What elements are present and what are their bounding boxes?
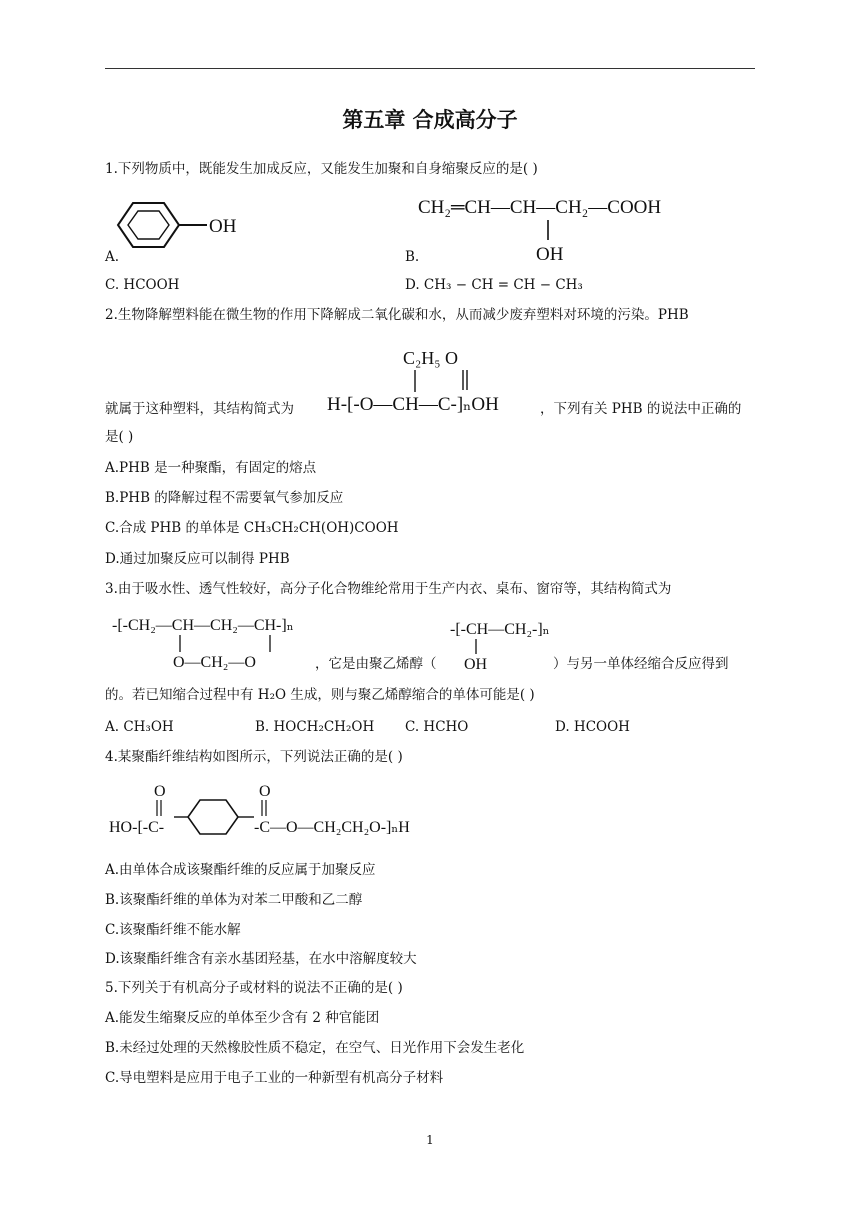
q2-stem: 2.生物降解塑料能在微生物的作用下降解成二氧化碳和水，从而减少废弃塑料对环境的污染。PHB — [105, 307, 689, 323]
svg-text:OH: OH — [209, 216, 237, 237]
q1-phenol-structure — [115, 195, 255, 255]
q2-stem-line2a: 就属于这种塑料，其结构简式为 — [105, 401, 294, 417]
q3-pva-structure — [448, 616, 558, 671]
q2-phb-structure — [323, 342, 538, 422]
page-number: 1 — [426, 1133, 434, 1147]
q1-option-c: C. HCOOH — [105, 277, 180, 293]
svg-text:OH: OH — [536, 244, 564, 265]
q4-option-d: D.该聚酯纤维含有亲水基团羟基，在水中溶解度较大 — [105, 951, 417, 967]
q3-option-b: B. HOCH₂CH₂OH — [255, 719, 375, 735]
page-title: 第五章 合成高分子 — [342, 108, 518, 132]
q5-option-b: B.未经过处理的天然橡胶性质不稳定，在空气、日光作用下会发生老化 — [105, 1040, 525, 1056]
q2-option-a: A.PHB 是一种聚酯，有固定的熔点 — [105, 460, 317, 476]
q1-option-b: B. — [405, 249, 420, 265]
svg-text:O: O — [259, 783, 271, 800]
q3-vinylon-structure — [110, 610, 315, 672]
q4-option-b: B.该聚酯纤维的单体为对苯二甲酸和乙二醇 — [105, 892, 363, 908]
svg-text:O: O — [154, 783, 166, 800]
q4-stem: 4.某聚酯纤维结构如图所示，下列说法正确的是( ) — [105, 749, 403, 765]
q2-option-d: D.通过加聚反应可以制得 PHB — [105, 551, 290, 567]
header-rule — [105, 68, 755, 69]
q1-option-b-structure — [415, 190, 725, 265]
q3-stem-line3: 的。若已知缩合过程中有 H₂O 生成，则与聚乙烯醇缩合的单体可能是( ) — [105, 687, 535, 703]
svg-text:O—CH₂—O: O—CH₂—O — [173, 654, 256, 671]
svg-text:CH₂═CH—CH—CH₂—COOH: CH₂═CH—CH—CH₂—COOH — [418, 197, 662, 218]
q4-polyester-structure — [108, 780, 438, 842]
svg-text:HO-[-C-: HO-[-C- — [109, 819, 165, 836]
q5-option-c: C.导电塑料是应用于电子工业的一种新型有机高分子材料 — [105, 1070, 444, 1086]
svg-text:H-[-O—CH—C-]ₙOH: H-[-O—CH—C-]ₙOH — [327, 394, 499, 415]
q3-tail-text: ）与另一单体经缩合反应得到 — [553, 656, 729, 672]
svg-text:-[-CH—CH₂-]ₙ: -[-CH—CH₂-]ₙ — [450, 621, 550, 638]
q2-stem-line2b: ，下列有关 PHB 的说法中正确的 — [540, 401, 742, 417]
q5-option-a: A.能发生缩聚反应的单体至少含有 2 种官能团 — [105, 1010, 380, 1026]
q1-option-d: D. CH₃ − CH = CH − CH₃ — [405, 277, 583, 293]
q1-option-a: A. — [105, 249, 120, 265]
q3-option-a: A. CH₃OH — [105, 719, 174, 735]
q4-option-c: C.该聚酯纤维不能水解 — [105, 922, 241, 938]
q4-option-a: A.由单体合成该聚酯纤维的反应属于加聚反应 — [105, 862, 376, 878]
svg-text:-[-CH₂—CH—CH₂—CH-]ₙ: -[-CH₂—CH—CH₂—CH-]ₙ — [112, 617, 294, 634]
q3-option-d: D. HCOOH — [555, 719, 630, 735]
svg-text:OH: OH — [464, 656, 488, 671]
q2-option-b: B.PHB 的降解过程不需要氧气参加反应 — [105, 490, 344, 506]
q3-option-c: C. HCHO — [405, 719, 469, 735]
q2-option-c: C.合成 PHB 的单体是 CH₃CH₂CH(OH)COOH — [105, 520, 399, 536]
q1-stem: 1.下列物质中，既能发生加成反应，又能发生加聚和自身缩聚反应的是( ) — [105, 161, 538, 177]
q3-stem: 3.由于吸水性、透气性较好，高分子化合物维纶常用于生产内衣、桌布、窗帘等，其结构简式为 — [105, 581, 672, 597]
svg-text:C₂H₅ O: C₂H₅ O — [403, 348, 459, 368]
svg-text:-C—O—CH₂CH₂O-]ₙH: -C—O—CH₂CH₂O-]ₙH — [254, 819, 410, 836]
q3-mid-text: ，它是由聚乙烯醇（ — [315, 656, 437, 672]
q2-stem-line3: 是( ) — [105, 429, 134, 445]
q5-stem: 5.下列关于有机高分子或材料的说法不正确的是( ) — [105, 980, 403, 996]
